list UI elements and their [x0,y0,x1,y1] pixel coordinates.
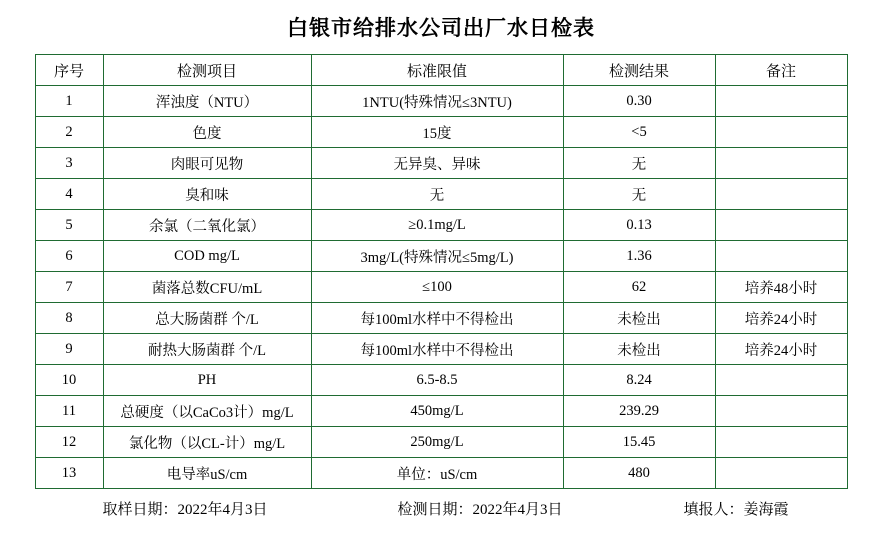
test-date: 检测日期：2022年4月3日 [397,502,563,518]
cell-index: 2 [35,117,103,148]
cell-standard: 无异臭、异味 [311,148,563,179]
cell-note [715,241,847,272]
cell-standard: 450mg/L [311,396,563,427]
cell-index: 10 [35,365,103,396]
cell-result: 未检出 [563,334,715,365]
cell-index: 9 [35,334,103,365]
cell-item: 耐热大肠菌群 个/L [103,334,311,365]
cell-index: 13 [35,458,103,489]
cell-result: 15.45 [563,427,715,458]
cell-index: 4 [35,179,103,210]
cell-note [715,365,847,396]
cell-standard: 3mg/L(特殊情况≤5mg/L) [311,241,563,272]
table-row [35,241,847,272]
cell-item: 菌落总数CFU/mL [103,272,311,303]
table-body [35,86,847,489]
column-header-index: 序号 [35,55,103,86]
cell-result: 无 [563,179,715,210]
cell-standard: 6.5-8.5 [311,365,563,396]
cell-item: 臭和味 [103,179,311,210]
cell-note [715,210,847,241]
table-header-row [35,55,847,86]
cell-note [715,117,847,148]
table-row [35,117,847,148]
cell-index: 1 [35,86,103,117]
table-row [35,396,847,427]
table-row [35,334,847,365]
cell-item: PH [103,365,311,396]
column-header-note: 备注 [715,55,847,86]
table-row [35,303,847,334]
table-row [35,365,847,396]
cell-note: 培养48小时 [715,272,847,303]
sampling-date: 取样日期：2022年4月3日 [102,502,268,518]
cell-result: 8.24 [563,365,715,396]
cell-note [715,396,847,427]
cell-note [715,148,847,179]
cell-standard: 15度 [311,117,563,148]
page-title: 白银市给排水公司出厂水日检表 [287,16,595,40]
cell-result: 239.29 [563,396,715,427]
cell-result: 0.30 [563,86,715,117]
table-row [35,148,847,179]
cell-index: 5 [35,210,103,241]
cell-standard: 1NTU(特殊情况≤3NTU) [311,86,563,117]
table-row [35,458,847,489]
cell-result: 无 [563,148,715,179]
table-row [35,179,847,210]
cell-index: 11 [35,396,103,427]
cell-standard: 无 [311,179,563,210]
cell-result: 62 [563,272,715,303]
cell-index: 3 [35,148,103,179]
cell-index: 12 [35,427,103,458]
cell-standard: 单位：uS/cm [311,458,563,489]
cell-note [715,86,847,117]
cell-result: 1.36 [563,241,715,272]
column-header-result: 检测结果 [563,55,715,86]
cell-item: 电导率uS/cm [103,458,311,489]
cell-item: 余氯（二氧化氯） [103,210,311,241]
cell-note [715,427,847,458]
cell-note [715,458,847,489]
cell-standard: 每100ml水样中不得检出 [311,334,563,365]
cell-index: 7 [35,272,103,303]
cell-note: 培养24小时 [715,334,847,365]
cell-item: 肉眼可见物 [103,148,311,179]
cell-standard: 250mg/L [311,427,563,458]
document-footer [35,489,847,519]
cell-item: 总大肠菌群 个/L [103,303,311,334]
cell-note: 培养24小时 [715,303,847,334]
table-row [35,86,847,117]
cell-standard: ≥0.1mg/L [311,210,563,241]
cell-result: 未检出 [563,303,715,334]
cell-index: 6 [35,241,103,272]
cell-item: 浑浊度（NTU） [103,86,311,117]
column-header-standard: 标准限值 [311,55,563,86]
table-row [35,272,847,303]
reporter-name: 填报人：姜海霞 [683,502,789,518]
cell-standard: 每100ml水样中不得检出 [311,303,563,334]
cell-result: 480 [563,458,715,489]
cell-standard: ≤100 [311,272,563,303]
water-quality-table [35,54,848,489]
cell-item: COD mg/L [103,241,311,272]
table-row [35,427,847,458]
cell-item: 色度 [103,117,311,148]
column-header-item: 检测项目 [103,55,311,86]
cell-result: 0.13 [563,210,715,241]
table-header [35,55,847,86]
table-row [35,210,847,241]
cell-item: 氯化物（以CL-计）mg/L [103,427,311,458]
cell-item: 总硬度（以CaCo3计）mg/L [103,396,311,427]
cell-index: 8 [35,303,103,334]
cell-note [715,179,847,210]
cell-result: <5 [563,117,715,148]
